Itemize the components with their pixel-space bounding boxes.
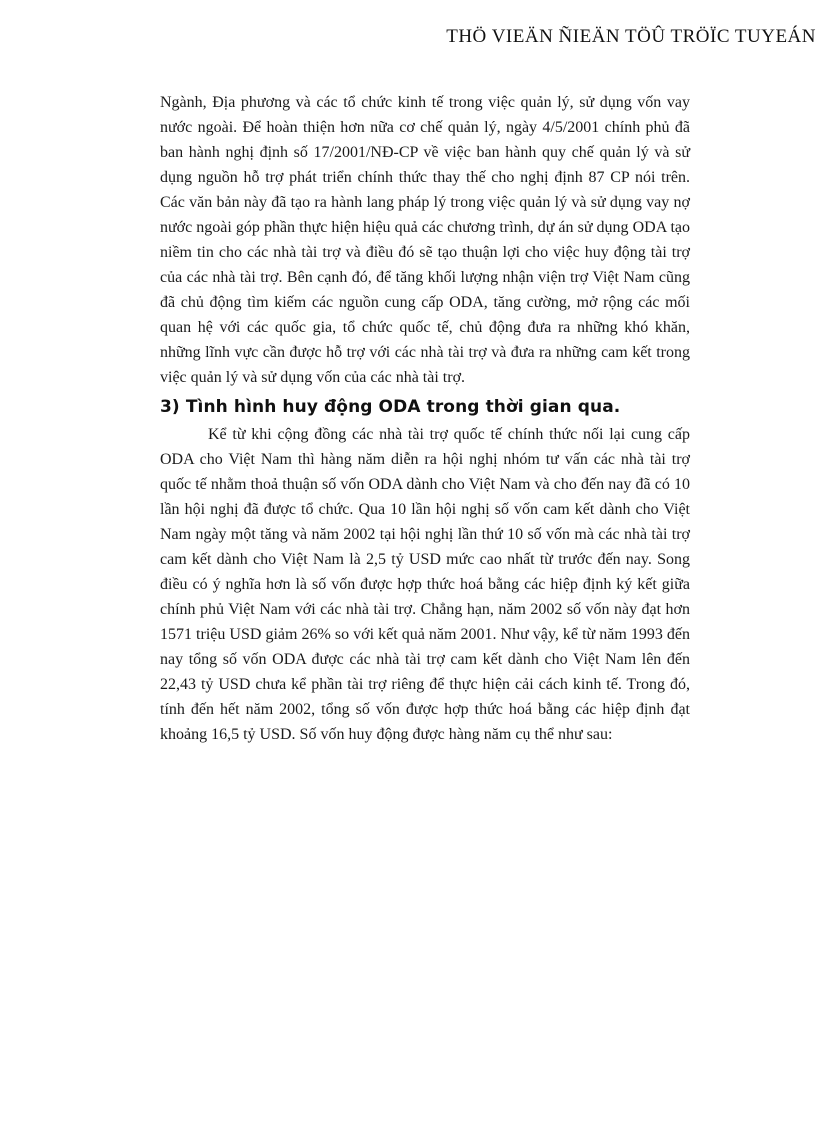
body-paragraph-continued: Ngành, Địa phương và các tổ chức kinh tế trong việc quản lý, sử dụng vốn vay nước ngoài. Để hoàn thiện hơn nữa cơ chế quản lý, ngày 4/5/2001 chính phủ đã ban hành nghị định số 17/2001/NĐ-CP về việc ban hành quy chế quản lý và sử dụng nguồn hỗ trợ phát triển chính thức thay thế cho nghị định 87 CP nói trên. Các văn bản này đã tạo ra hành lang pháp lý trong việc quản lý và sử dụng vay nợ nước ngoài góp phần thực hiện hiệu quả các chương trình, dự án sử dụng ODA tạo niềm tin cho các nhà tài trợ và điều đó sẽ tạo thuận lợi cho việc huy động tài trợ của các nhà tài trợ. Bên cạnh đó, để tăng khối lượng nhận viện trợ Việt Nam cũng đã chủ động tìm kiếm các nguồn cung cấp ODA, tăng cường, mở rộng các mối quan hệ với các quốc gia, tổ chức quốc tế, chủ động đưa ra những khó khăn, những lĩnh vực cần được hỗ trợ với các nhà tài trợ và đưa ra những cam kết trong việc quản lý và sử dụng vốn của các nhà tài trợ. bbox=[160, 94, 690, 386]
document-body bbox=[160, 90, 690, 747]
section-heading: 3) Tình hình huy động ODA trong thời gian qua. bbox=[160, 397, 621, 417]
page-header-title: THÖ VIEÄN ÑIEÄN TÖÛ TRÖÏC TUYEÁN bbox=[446, 26, 816, 47]
body-paragraph: Kể từ khi cộng đồng các nhà tài trợ quốc tế chính thức nối lại cung cấp ODA cho Việt Nam thì hàng năm diễn ra hội nghị nhóm tư vấn các nhà tài trợ quốc tế nhằm thoả thuận số vốn ODA dành cho Việt Nam và cho đến nay đã có 10 lần hội nghị đã được tổ chức. Qua 10 lần hội nghị số vốn cam kết dành cho Việt Nam ngày một tăng và năm 2002 tại hội nghị lần thứ 10 số vốn mà các nhà tài trợ cam kết dành cho Việt Nam là 2,5 tỷ USD mức cao nhất từ trước đến nay. Song điều có ý nghĩa hơn là số vốn được hợp thức hoá bằng các hiệp định ký kết giữa chính phủ Việt Nam với các nhà tài trợ. Chẳng hạn, năm 2002 số vốn này đạt hơn 1571 triệu USD giảm 26% so với kết quả năm 2001. Như vậy, kể từ năm 1993 đến nay tổng số vốn ODA được các nhà tài trợ cam kết dành cho Việt Nam lên đến 22,43 tỷ USD chưa kể phần tài trợ riêng để thực hiện cải cách kinh tế. Trong đó, tính đến hết năm 2002, tổng số vốn được hợp thức hoá bằng các hiệp định đạt khoảng 16,5 tỷ USD. Số vốn huy động được hàng năm cụ thể như sau: bbox=[160, 426, 690, 743]
